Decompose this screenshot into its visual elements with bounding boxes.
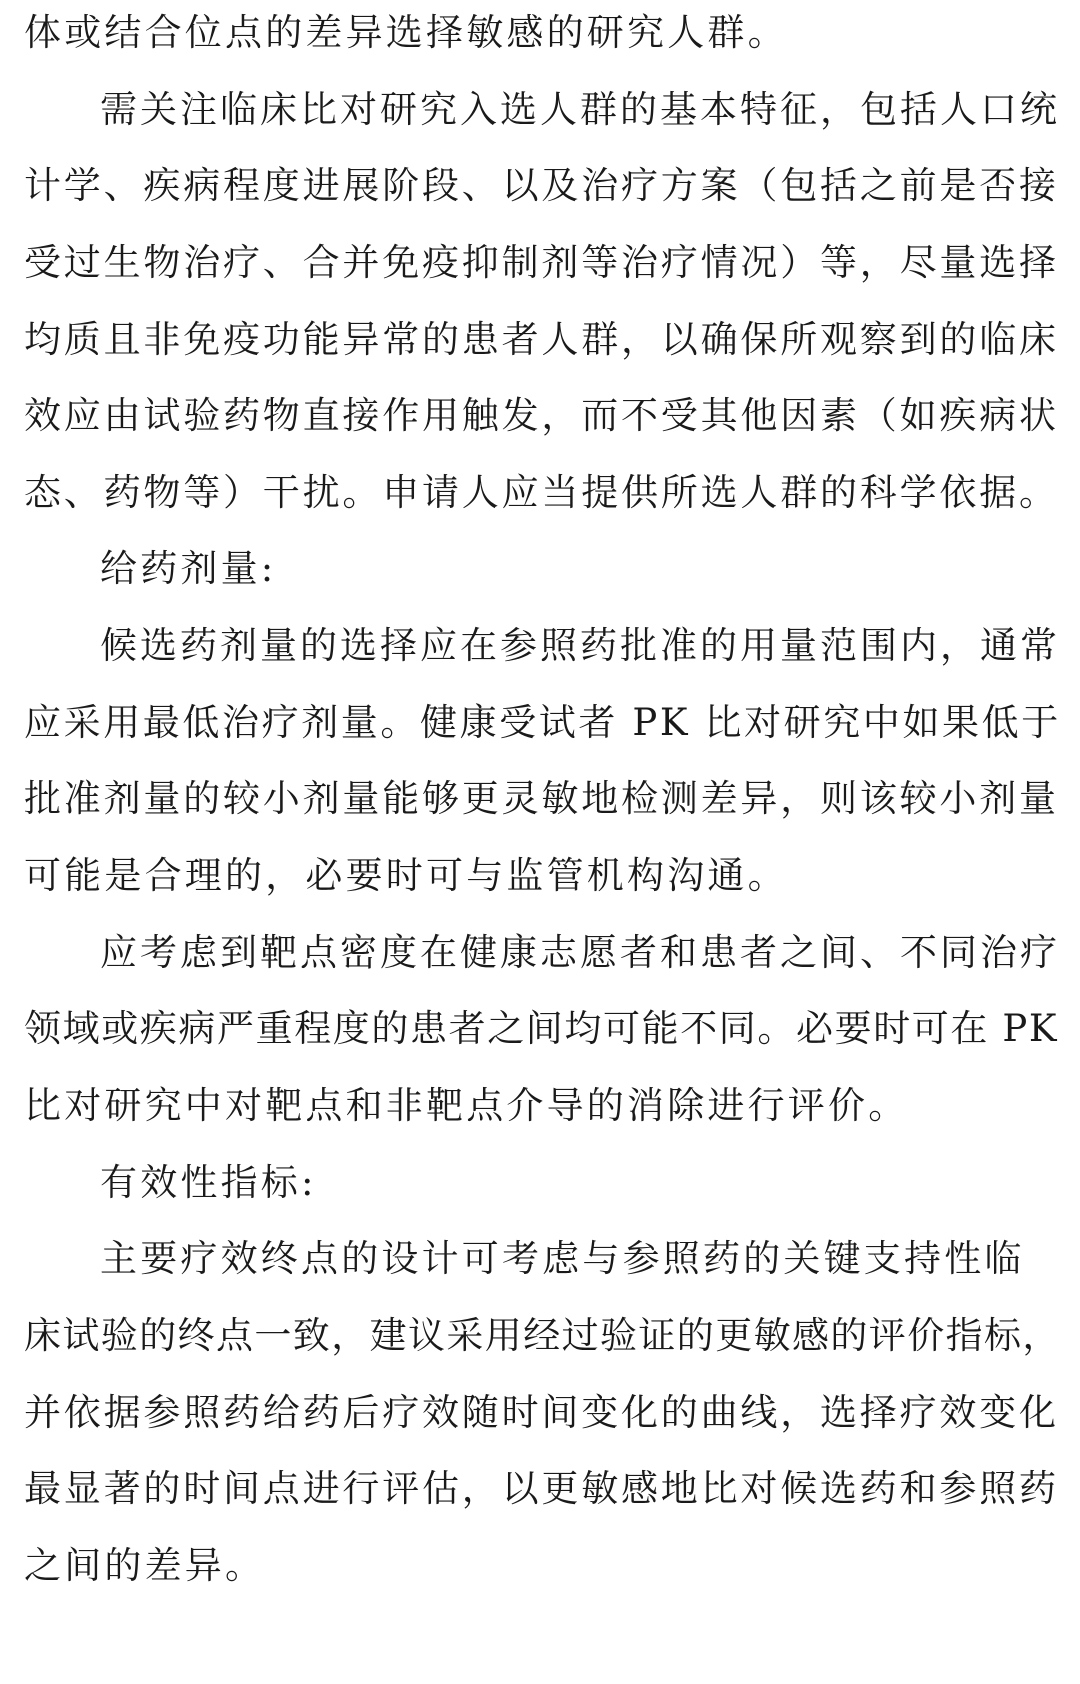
text-line: 体或结合位点的差异选择敏感的研究人群。 — [24, 11, 788, 54]
text-line: 最显著的时间点进行评估，以更敏感地比对候选药和参照药 — [24, 1467, 1059, 1510]
text-line: 之间的差异。 — [24, 1544, 266, 1587]
text-line: 床试验的终点一致，建议采用经过验证的更敏感的评价指标， — [24, 1314, 1061, 1357]
paragraph-first-line: 候选药剂量的选择应在参照药批准的用量范围内，通常 — [100, 624, 1060, 667]
text-line: 领域或疾病严重程度的患者之间均可能不同。必要时可在 PK — [24, 1007, 1059, 1050]
text-line: 比对研究中对靶点和非靶点介导的消除进行评价。 — [24, 1084, 909, 1127]
section-heading-efficacy: 有效性指标: — [100, 1161, 317, 1204]
text-line: 批准剂量的较小剂量能够更灵敏地检测差异，则该较小剂量 — [24, 777, 1059, 820]
text-line: 计学、疾病程度进展阶段、以及治疗方案（包括之前是否接 — [24, 164, 1059, 207]
paragraph-first-line: 应考虑到靶点密度在健康志愿者和患者之间、不同治疗 — [100, 931, 1060, 974]
text-line: 均质且非免疫功能异常的患者人群，以确保所观察到的临床 — [24, 318, 1059, 361]
section-heading-dose: 给药剂量: — [100, 547, 277, 590]
text-line: 态、药物等）干扰。申请人应当提供所选人群的科学依据。 — [24, 471, 1059, 514]
paragraph-first-line: 需关注临床比对研究入选人群的基本特征，包括人口统 — [100, 88, 1060, 131]
text-line: 效应由试验药物直接作用触发，而不受其他因素（如疾病状 — [24, 394, 1059, 437]
text-line: 应采用最低治疗剂量。健康受试者 PK 比对研究中如果低于 — [24, 701, 1061, 744]
paragraph-first-line: 主要疗效终点的设计可考虑与参照药的关键支持性临 — [100, 1237, 1025, 1280]
text-line: 并依据参照药给药后疗效随时间变化的曲线，选择疗效变化 — [24, 1391, 1059, 1434]
text-line: 受过生物治疗、合并免疫抑制剂等治疗情况）等，尽量选择 — [24, 241, 1059, 284]
text-line: 可能是合理的，必要时可与监管机构沟通。 — [24, 854, 788, 897]
